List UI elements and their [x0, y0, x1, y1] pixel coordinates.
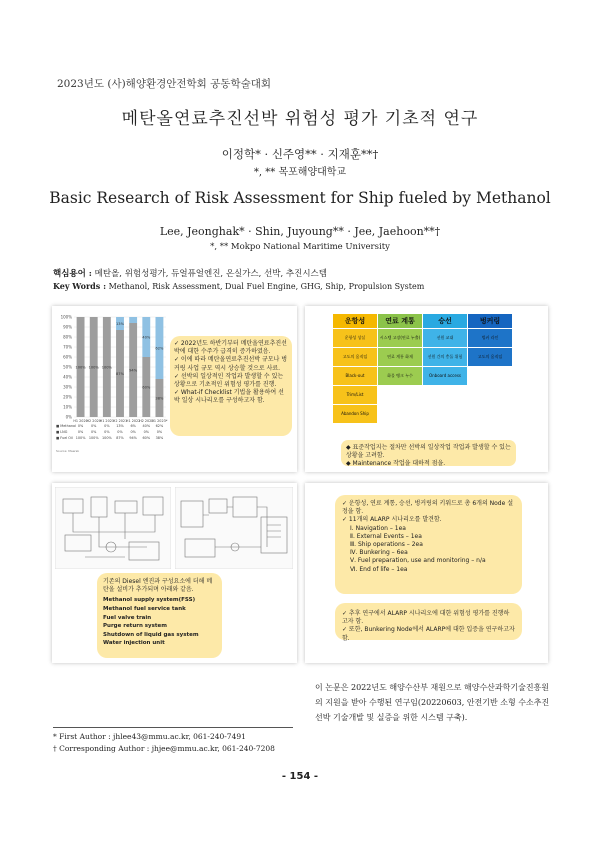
- keywords-english-text: Methanol, Risk Assessment, Dual Fuel Engine, GHG, Ship, Propulsion System: [108, 282, 425, 291]
- slide-4-bubble-1: [335, 495, 522, 594]
- chart-table-cell: 0%: [117, 430, 123, 434]
- data-label: 100%: [88, 365, 99, 370]
- slide-2-bullet: ◆ Maintenance 작업을 대하적 점을.: [346, 460, 446, 468]
- slide-3-item: Fuel valve train: [103, 614, 152, 621]
- node-grid-cell: 벙커 라인: [468, 329, 512, 347]
- data-label: 62%: [155, 346, 164, 351]
- chart-table-cell: 13%: [116, 424, 124, 428]
- data-label: 87%: [116, 372, 124, 376]
- slide-4-line: ✓ 또한, Bunkering Node에서 ALARP에 대한 입증을 연구하고자 함.: [342, 626, 515, 642]
- x-tick-label: H1 2022: [125, 419, 141, 423]
- footnote-corresponding-author: † Corresponding Author : jhjee@mmu.ac.kr, 061-240-7208: [53, 744, 275, 753]
- data-label: 100%: [101, 365, 112, 370]
- slide-2-bullet: ◆ 표준작업지는 절차만 선박의 일상작업 작업과 발생할 수 있는 상황을 고려함.: [346, 444, 511, 460]
- y-tick-label: 100%: [60, 314, 72, 320]
- slide-3-item: Shutdown of liquid gas system: [103, 631, 199, 638]
- slide-1-bubble: [170, 336, 292, 436]
- slide-4-line: Ⅳ. Bunkering – 6ea: [350, 549, 408, 557]
- chart-source: Source: Maersk: [56, 449, 80, 453]
- chart-table-cell: 87%: [116, 436, 124, 440]
- slide-3: [52, 483, 297, 663]
- slide-3-bubble: [97, 573, 222, 658]
- slide-4-line: Ⅵ. End of life – 1ea: [350, 565, 408, 573]
- slide-3-item: Purge return system: [103, 623, 167, 630]
- slide-4-line: Ⅲ. Ship operations – 2ea: [350, 541, 423, 549]
- chart-table-cell: ■ Methanol: [56, 424, 77, 428]
- chart-table-cell: 38%: [155, 436, 164, 440]
- node-grid-cell: 화물 탱크 누수: [378, 367, 422, 385]
- slide-4-line: Ⅰ. Navigation – 1ea: [350, 524, 406, 532]
- keywords-korean-label: 핵심용어 :: [53, 269, 92, 279]
- footnote-rule: [53, 727, 293, 728]
- x-tick-label: H1 2021: [99, 419, 115, 423]
- chart-table-cell: 0%: [77, 430, 84, 434]
- y-tick-label: 60%: [63, 354, 72, 360]
- x-tick-label: H1 2020: [73, 419, 88, 423]
- acknowledgement: 이 논문은 2022년도 해양수산부 재원으로 해양수산과학기술진흥원의 지원을 받아 수행된 연구임(20220603, 안전기반 소형 수소추진선박 기술개발 및 실증을 위한 시스템 구축).: [315, 683, 550, 722]
- chart-table-cell: 0%: [104, 430, 110, 434]
- node-grid-cell: 고도의 움직임: [468, 348, 512, 366]
- y-tick-label: 30%: [63, 384, 72, 390]
- data-label: 60%: [142, 385, 151, 390]
- chart-table-cell: 100%: [75, 436, 86, 440]
- chart-table-cell: ■ LNG: [56, 430, 68, 434]
- chart-table-cell: 0%: [91, 424, 97, 428]
- chart-table-cell: 0%: [77, 424, 84, 428]
- y-tick-label: 80%: [63, 334, 72, 340]
- y-tick-label: 40%: [63, 374, 72, 380]
- chart-table-cell: 40%: [142, 424, 151, 428]
- y-tick-label: 50%: [63, 364, 72, 370]
- node-grid-cell: 시스템 고장(연료 누출): [378, 329, 422, 347]
- authors-english: Lee, Jeonghak* · Shin, Juyoung** · Jee, Jaehoon**†: [159, 225, 441, 238]
- node-grid-cell: 선원 간의 충돌 위험: [423, 348, 467, 366]
- data-label: 40%: [142, 335, 151, 340]
- y-tick-label: 10%: [63, 404, 72, 410]
- chart-table-cell: 100%: [102, 436, 112, 440]
- x-tick-label: H2 2022: [139, 419, 154, 423]
- node-grid-header: 승선: [423, 314, 467, 328]
- chart-table-cell: 94%: [129, 436, 137, 440]
- chart-table-cell: 100%: [88, 436, 99, 440]
- data-label: 94%: [129, 368, 138, 373]
- slide-4-line: Ⅴ. Fuel preparation, use and monitoring – n/a: [350, 557, 486, 565]
- fuel-system-diagram-left: [55, 487, 171, 569]
- title-english: Basic Research of Risk Assessment for Ship fueled by Methanol: [49, 189, 551, 207]
- keywords-korean: [53, 267, 327, 279]
- chart-table-cell: 0%: [91, 430, 97, 434]
- footnote-first-author: * First Author : jhlee43@mmu.ac.kr, 061-240-7491: [53, 732, 246, 741]
- chart-table-cell: 6%: [130, 424, 136, 428]
- slide-1-bullet: ✓ 2022년도 하반기부터 메탄올연료추진선박에 대한 수주가 급격히 증가하였음.: [174, 340, 287, 356]
- x-tick-label: H2 2021: [112, 419, 128, 423]
- conference-header: 2023년도 (사)해양환경안전학회 공동학술대회: [57, 78, 272, 90]
- chart-table-cell: 0%: [156, 430, 163, 434]
- x-tick-label: H2 2020: [86, 419, 101, 423]
- y-tick-label: 90%: [63, 324, 72, 330]
- chart-table-cell: 0%: [104, 424, 110, 428]
- slide-4-line: Ⅱ. External Events – 1ea: [350, 532, 422, 540]
- y-tick-label: 20%: [63, 394, 72, 400]
- y-tick-label: 70%: [63, 344, 72, 350]
- node-grid-cell: Black-out: [333, 367, 377, 385]
- slide-1-bullet: ✓ 이에 따라 메탄올연료추진선박 규모나 벙커링 사업 규모 역시 상승할 것으로 사료.: [174, 356, 288, 372]
- data-label: 100%: [75, 365, 86, 370]
- node-grid-cell: 고도의 움직임: [333, 348, 377, 366]
- slide-3-intro: 기존의 Diesel 엔진과 구성요소에 더해 메탄올 설비가 추가되며 아래와 같음.: [103, 578, 213, 594]
- fuel-system-diagram-right: [175, 487, 293, 569]
- slide-1: [52, 306, 297, 472]
- node-grid-header: 벙커링: [468, 314, 512, 328]
- node-grid-cell: 운항성 상실: [333, 329, 377, 347]
- keywords-english-label: Key Words :: [53, 281, 107, 291]
- affiliation-english: *, ** Mokpo National Maritime University: [210, 242, 390, 252]
- chart-table-cell: ■ Fuel Oil: [56, 436, 73, 440]
- node-grid-cell: Onboard access: [423, 367, 467, 385]
- slide-4-line: ✓ 운항성, 연료 계통, 승선, 벙커링의 키워드로 총 6개의 Node 설정을 함.: [342, 500, 514, 516]
- methanol-order-chart: [56, 311, 171, 466]
- slide-2-bubble: [341, 440, 516, 466]
- slide-4-bubble-2: [335, 603, 522, 640]
- page-number: - 154 -: [281, 771, 319, 782]
- affiliation-korean: *, ** 목포해양대학교: [253, 167, 347, 178]
- keywords-english: [53, 281, 424, 291]
- slide-4-line: ✓ 추후 연구에서 ALARP 시나리오에 대한 위험성 평가를 진행하고자 함.: [342, 610, 510, 626]
- slide-1-bullet: ✓ What-if Checklist 기법을 활용하여 선박 일상 시나리오를 구성하고자 함.: [174, 389, 284, 405]
- slide-3-item: Methanol fuel service tank: [103, 606, 186, 612]
- slide-2: [305, 306, 548, 472]
- chart-table-cell: 60%: [142, 436, 151, 440]
- y-tick-label: 0%: [65, 414, 72, 420]
- bar-segment: [129, 317, 137, 323]
- x-tick-label: H1 2023*: [151, 419, 168, 423]
- slide-4: [305, 483, 548, 663]
- node-grid-cell: 선원 교대: [423, 329, 467, 347]
- authors-korean: 이정학* · 신주영** · 지재훈**†: [221, 147, 379, 161]
- chart-table-cell: 62%: [155, 424, 164, 428]
- node-grid-cell: Trim/List: [333, 386, 377, 404]
- node-grid-cell: 연료 계통 화재: [378, 348, 422, 366]
- slide-3-item: Water injection unit: [103, 640, 165, 647]
- slide-3-item: Methanol supply system(FSS): [103, 597, 196, 604]
- chart-table-cell: 0%: [130, 430, 136, 434]
- node-grid-cell: Abandon Ship: [333, 405, 377, 423]
- node-grid-header: 연료 계통: [378, 314, 422, 328]
- slide-4-line: ✓ 11개의 ALARP 시나리오를 발견함.: [342, 516, 442, 524]
- title-korean: 메탄올연료추진선박 위험성 평가 기초적 연구: [121, 109, 479, 129]
- slide-1-bullet: ✓ 선박의 일상적인 작업과 발생할 수 있는 상황으로 기초적인 위험성 평가를 진행.: [174, 372, 284, 389]
- node-grid-header: 운항성: [333, 314, 377, 328]
- keywords-korean-text: 메탄올, 위험성평가, 듀얼퓨얼엔진, 온실가스, 선박, 추진시스템: [94, 269, 327, 279]
- data-label: 38%: [155, 396, 164, 401]
- data-label: 13%: [116, 322, 124, 326]
- chart-table-cell: 0%: [143, 430, 149, 434]
